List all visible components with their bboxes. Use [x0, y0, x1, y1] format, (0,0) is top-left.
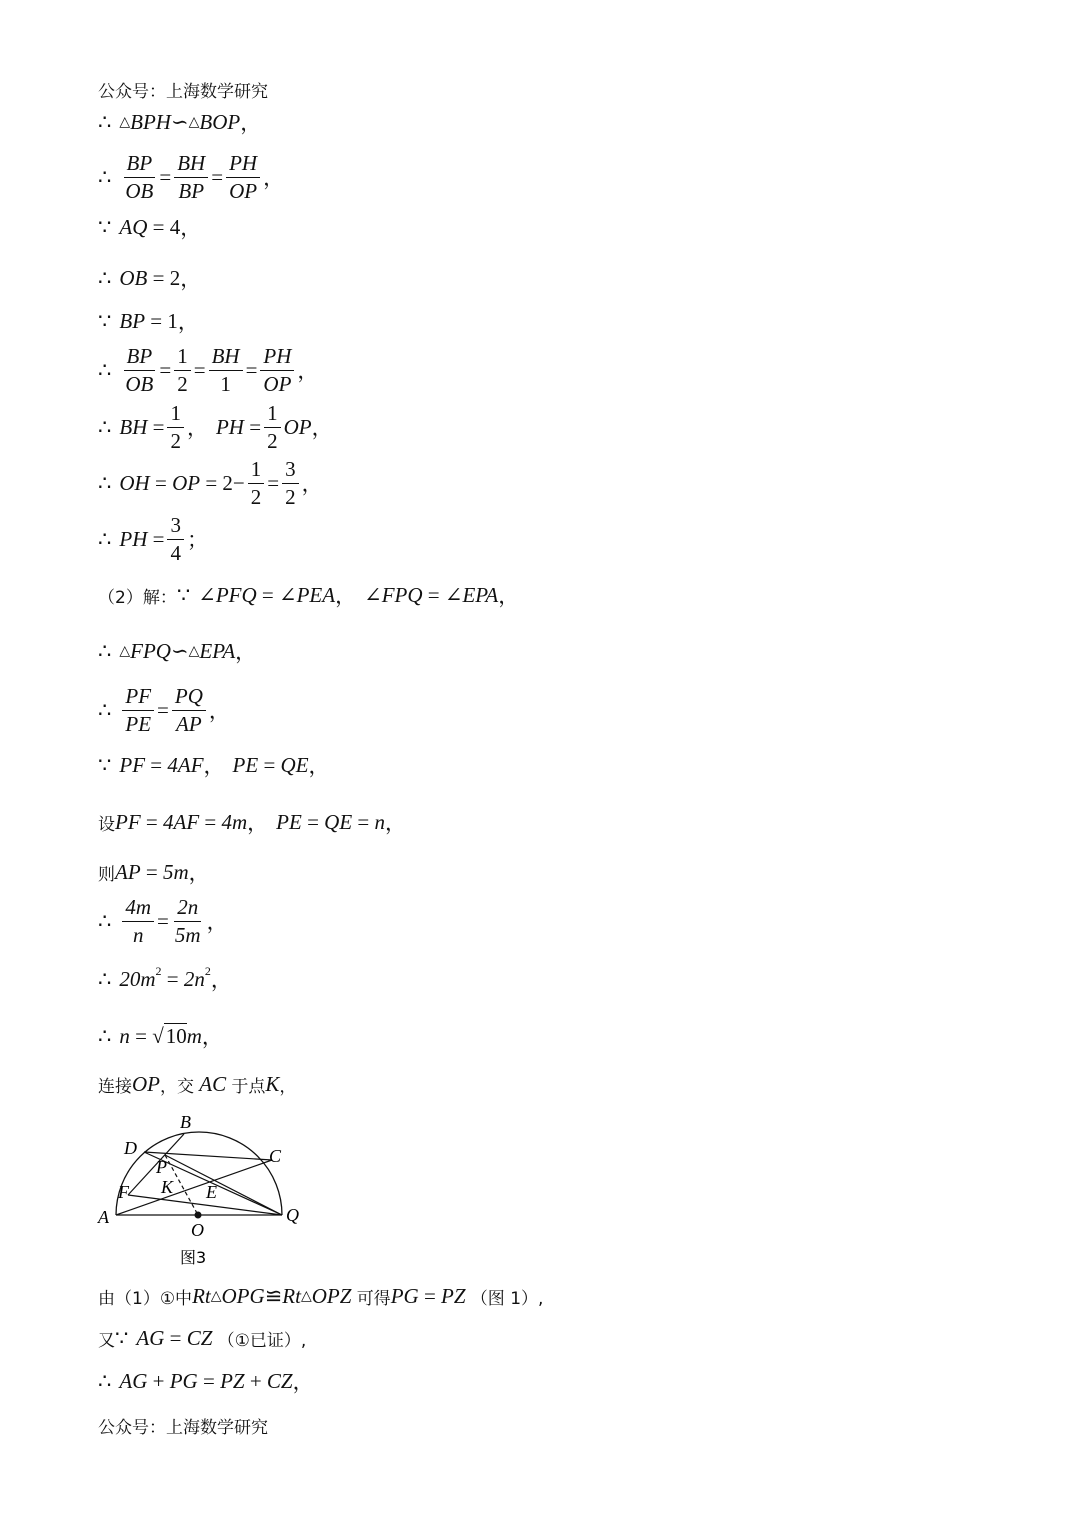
footer-watermark: 公众号：上海数学研究 — [98, 1417, 268, 1438]
line-15: 则 AP = 5m ， — [98, 859, 210, 885]
line-17: ∴ 20m 2 = 2n 2 ， — [98, 963, 232, 992]
label-P: P — [156, 1157, 167, 1177]
label-Q: Q — [286, 1205, 299, 1225]
line-6: ∴ $\frac{BP}{OB}$ = $\frac{1}{2}$ = $\frac{BH}{1}$ = $\frac{PH}{OP}$ ， — [98, 344, 319, 396]
line-20: 由（1）①中 Rt △ OPG ≌ Rt △ OPZ 可得 PG = PZ （图 1）, — [98, 1283, 544, 1309]
label-B: B — [180, 1112, 191, 1132]
label-K: K — [161, 1177, 174, 1197]
line-19: 连接 OP ，交 AC 于点 K ， — [98, 1071, 297, 1097]
geometry-figure — [96, 1108, 336, 1268]
line-1: ∴ △ BPH ∽ △ BOP ， — [98, 109, 262, 135]
label-A: A — [98, 1207, 109, 1227]
line-5: ∵ BP = 1 ， — [98, 308, 199, 334]
line-22: ∴ AG + PG = PZ + CZ ， — [98, 1368, 314, 1394]
line-12: ∴ $\frac{PF}{PE}$ = $\frac{PQ}{AP}$ ， — [98, 684, 230, 736]
figure-caption: 图3 — [180, 1248, 207, 1267]
label-E: E — [206, 1182, 217, 1202]
label-C: C — [269, 1146, 282, 1166]
line-16: ∴ $\frac{4m}{n}$ = $\frac{2n}{5m}$ ， — [98, 895, 228, 947]
line-8: ∴ OH = OP = 2 − $\frac{1}{2}$ = $\frac{3}{2}$ ， — [98, 457, 323, 509]
line-10: （2）解： ∵ ∠ PFQ = ∠ PEA ， ∠ FPQ = ∠ EPA ， — [98, 582, 520, 608]
line-7: ∴ BH = $\frac{1}{2}$ ， PH = $\frac{1}{2}$ OP ， — [98, 401, 333, 453]
line-18: ∴ n = √ 10 m ， — [98, 1023, 223, 1049]
label-F: F — [118, 1182, 129, 1202]
line-13: ∵ PF = 4AF ， PE = QE ， — [98, 752, 330, 778]
line-11: ∴ △ FPQ ∽ △ EPA ， — [98, 638, 257, 664]
line-21: 又 ∵ AG = CZ （①已证）, — [98, 1325, 307, 1351]
line-3: ∵ AQ = 4 ， — [98, 214, 202, 240]
header-watermark: 公众号：上海数学研究 — [98, 81, 268, 102]
line-2: ∴ $\frac{BP}{OB}$ = $\frac{BH}{BP}$ = $\frac{PH}{OP}$ ， — [98, 151, 285, 203]
label-D: D — [124, 1138, 137, 1158]
center-O-dot — [195, 1212, 202, 1219]
line-9: ∴ PH = $\frac{3}{4}$ ； — [98, 513, 208, 565]
label-O: O — [191, 1220, 204, 1240]
line-4: ∴ OB = 2 ， — [98, 265, 202, 291]
line-14: 设 PF = 4AF = 4m ， PE = QE = n ， — [98, 809, 407, 835]
